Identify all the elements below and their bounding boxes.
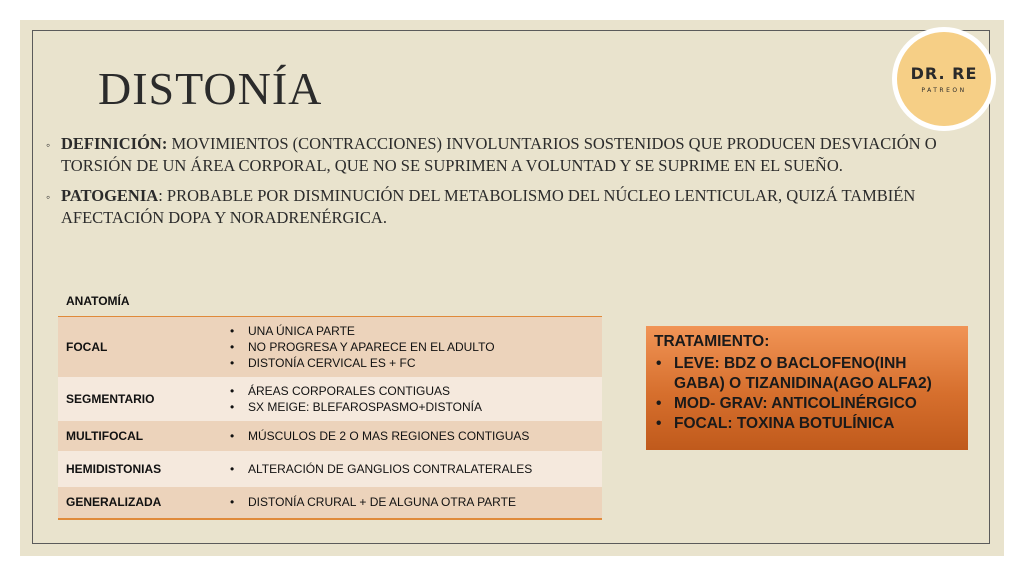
anatomy-table: [58, 285, 602, 520]
row-category: FOCAL: [58, 317, 204, 377]
table-row: [58, 377, 602, 421]
row-item: • MÚSCULOS DE 2 O MAS REGIONES CONTIGUAS: [248, 428, 594, 444]
table-row: [58, 421, 602, 451]
definition-label: DEFINICIÓN:: [61, 134, 168, 153]
definition-bullet: [46, 133, 966, 177]
table-header-row: [58, 285, 602, 317]
definition-text: MOVIMIENTOS (CONTRACCIONES) INVOLUNTARIOS SOSTENIDOS QUE PRODUCEN DESVIACIÓN O TORSIÓN DE UN ÁREA CORPORAL, QUE NO SE SUPRIMEN A VOLUNTAD Y SE SUPRIME EN EL SUEÑO.: [61, 134, 937, 175]
slide: [20, 20, 1004, 556]
pathogenesis-label: PATOGENIA: [61, 186, 159, 205]
circle-bullet-icon: ◦: [46, 138, 51, 152]
circle-bullet-icon: ◦: [46, 190, 51, 204]
row-item: • ÁREAS CORPORALES CONTIGUAS: [248, 383, 594, 399]
pathogenesis-bullet: [46, 185, 966, 229]
dr-re-patreon-logo: [897, 32, 991, 126]
row-item: • UNA ÚNICA PARTE: [248, 323, 594, 339]
row-item: • DISTONÍA CERVICAL ES + FC: [248, 355, 594, 371]
pathogenesis-text: : PROBABLE POR DISMINUCIÓN DEL METABOLISMO DEL NÚCLEO LENTICULAR, QUIZÁ TAMBIÉN AFECTACIÓN DOPA Y NORADRENÉRGICA.: [61, 186, 916, 227]
row-category: GENERALIZADA: [58, 487, 204, 519]
treatment-item: • MOD- GRAV: ANTICOLINÉRGICO: [674, 394, 960, 414]
logo-name: DR. RE: [910, 63, 978, 83]
text-bullets: [46, 133, 966, 237]
slide-title: DISTONÍA: [98, 63, 323, 114]
row-category: MULTIFOCAL: [58, 421, 204, 451]
treatment-item: • FOCAL: TOXINA BOTULÍNICA: [674, 414, 960, 434]
logo-subtitle: PATREON: [921, 86, 967, 94]
row-item: • ALTERACIÓN DE GANGLIOS CONTRALATERALES: [248, 461, 594, 477]
row-category: SEGMENTARIO: [58, 377, 204, 421]
row-item: • NO PROGRESA Y APARECE EN EL ADULTO: [248, 339, 594, 355]
treatment-item: • LEVE: BDZ O BACLOFENO(INH GABA) O TIZANIDINA(AGO ALFA2): [674, 354, 960, 394]
row-item: • SX MEIGE: BLEFAROSPASMO+DISTONÍA: [248, 399, 594, 415]
table-header: ANATOMÍA: [58, 285, 602, 317]
row-category: HEMIDISTONIAS: [58, 451, 204, 487]
table-row: [58, 451, 602, 487]
treatment-box: [646, 326, 968, 450]
table-row: [58, 487, 602, 519]
treatment-title: TRATAMIENTO:: [654, 333, 770, 350]
row-item: • DISTONÍA CRURAL + DE ALGUNA OTRA PARTE: [248, 494, 594, 510]
table-row: [58, 317, 602, 377]
